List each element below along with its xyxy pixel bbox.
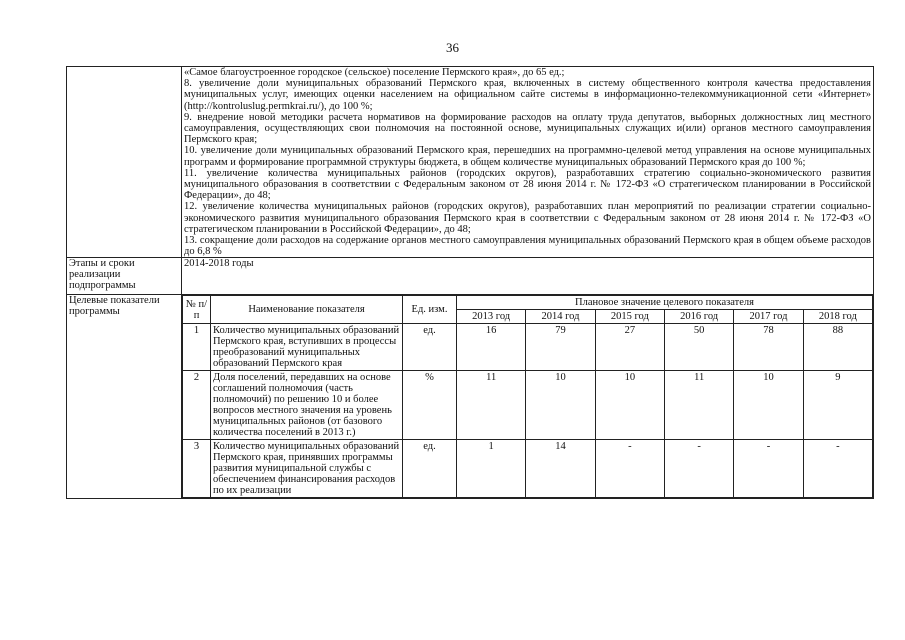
row-value: 16 [457,324,526,371]
row-value: 1 [457,440,526,498]
header-year: 2016 год [664,310,733,324]
row-name: Доля поселений, передавших на основе соглашений полномочия (часть полномочий) по решению 10 и более вопросов местного значения на уровень муниципальных районов (от базового количества поселений в 2013 г.) [211,371,403,440]
table-row [183,371,873,440]
stages-value: 2014-2018 годы [182,258,874,295]
program-passport-table [66,66,874,499]
row-value: 88 [803,324,872,371]
goal-item: 9. внедрение новой методики расчета нормативов на формирование расходов на оплату труда депутатов, выборных должностных лиц местного самоуправления, осуществляющих свои полномочия на постоянной основе, муниципальных служащих и(или) органов местного самоуправления Пермского края; [184,111,871,146]
indicators-label: Целевые показатели программы [67,295,182,499]
header-year: 2017 год [734,310,803,324]
row-name: Количество муниципальных образований Пермского края, принявших программы развития муниципальной службы с обеспечением финансирования расходов по их реализации [211,440,403,498]
stages-label: Этапы и сроки реализации подпрограммы [67,258,182,295]
row-value: - [595,440,664,498]
row-value: - [803,440,872,498]
row-value: 27 [595,324,664,371]
row-value: 9 [803,371,872,440]
header-year: 2018 год [803,310,872,324]
row-num: 1 [183,324,211,371]
row-value: 10 [595,371,664,440]
table-row [183,324,873,371]
header-unit: Ед. изм. [403,296,457,324]
row-value: - [734,440,803,498]
goals-text-cell [182,67,874,258]
row-value: 78 [734,324,803,371]
row-value: 10 [734,371,803,440]
row-value: 50 [664,324,733,371]
header-year: 2014 год [526,310,595,324]
row-num: 2 [183,371,211,440]
goal-item: 11. увеличение количества муниципальных районов (городских округов), разработавших стратегию социально-экономического развития муниципального образования в соответствии с Федеральным законом от 28 июня 2014 г. № 172-ФЗ «О стратегическом планировании в Российской Федерации», до 48; [184,167,871,202]
header-num: № п/п [183,296,211,324]
stages-row [67,258,874,295]
header-year: 2015 год [595,310,664,324]
indicators-table [182,295,873,498]
row-value: 10 [526,371,595,440]
row-value: 14 [526,440,595,498]
row-value: 11 [457,371,526,440]
row-num: 3 [183,440,211,498]
row-unit: ед. [403,324,457,371]
row-name: Количество муниципальных образований Пермского края, вступивших в процессы преобразований муниципальных образований Пермского края [211,324,403,371]
goal-item: 10. увеличение доли муниципальных образований Пермского края, перешедших на программно-целевой метод управления на основе муниципальных программ и формирование программной структуры бюджета, в общем количестве муниципальных образований Пермского края до 100 %; [184,145,871,168]
row-unit: ед. [403,440,457,498]
row-unit: % [403,371,457,440]
row-value: - [664,440,733,498]
row-value: 11 [664,371,733,440]
goals-row [67,67,874,258]
indicators-row [67,295,874,499]
header-year: 2013 год [457,310,526,324]
indicators-cell [182,295,874,499]
table-row [183,440,873,498]
row-value: 79 [526,324,595,371]
goal-item: «Самое благоустроенное городское (сельское) поселение Пермского края», до 65 ед.; [184,67,565,78]
header-planned: Плановое значение целевого показателя [457,296,873,310]
goal-item: 12. увеличение количества муниципальных районов (городских округов), разработавших план мероприятий по реализации стратегии социально-экономического развития муниципального образования Пермского края в соответствии с Федеральным законом от 28 июня 2014 г. № 172-ФЗ «О стратегическом планировании в Российской Федерации», до 48; [184,201,871,235]
indicators-header-row [183,296,873,310]
page-number: 36 [446,40,459,55]
goal-item: 8. увеличение доли муниципальных образований Пермского края, включенных в систему общественного контроля качества предоставления муниципальных услуг, имеющих оценки населением на официальном сайте системы в информационно-телекоммуникационной сети «Интернет» (http://kontroluslug.permkrai.ru/), до 100 %; [184,78,871,112]
header-name: Наименование показателя [211,296,403,324]
goals-label-cell [67,67,182,258]
goal-item: 13. сокращение доли расходов на содержание органов местного самоуправления муниципальных образований Пермского края в общем объеме расходов до 6,8 % [184,235,871,258]
